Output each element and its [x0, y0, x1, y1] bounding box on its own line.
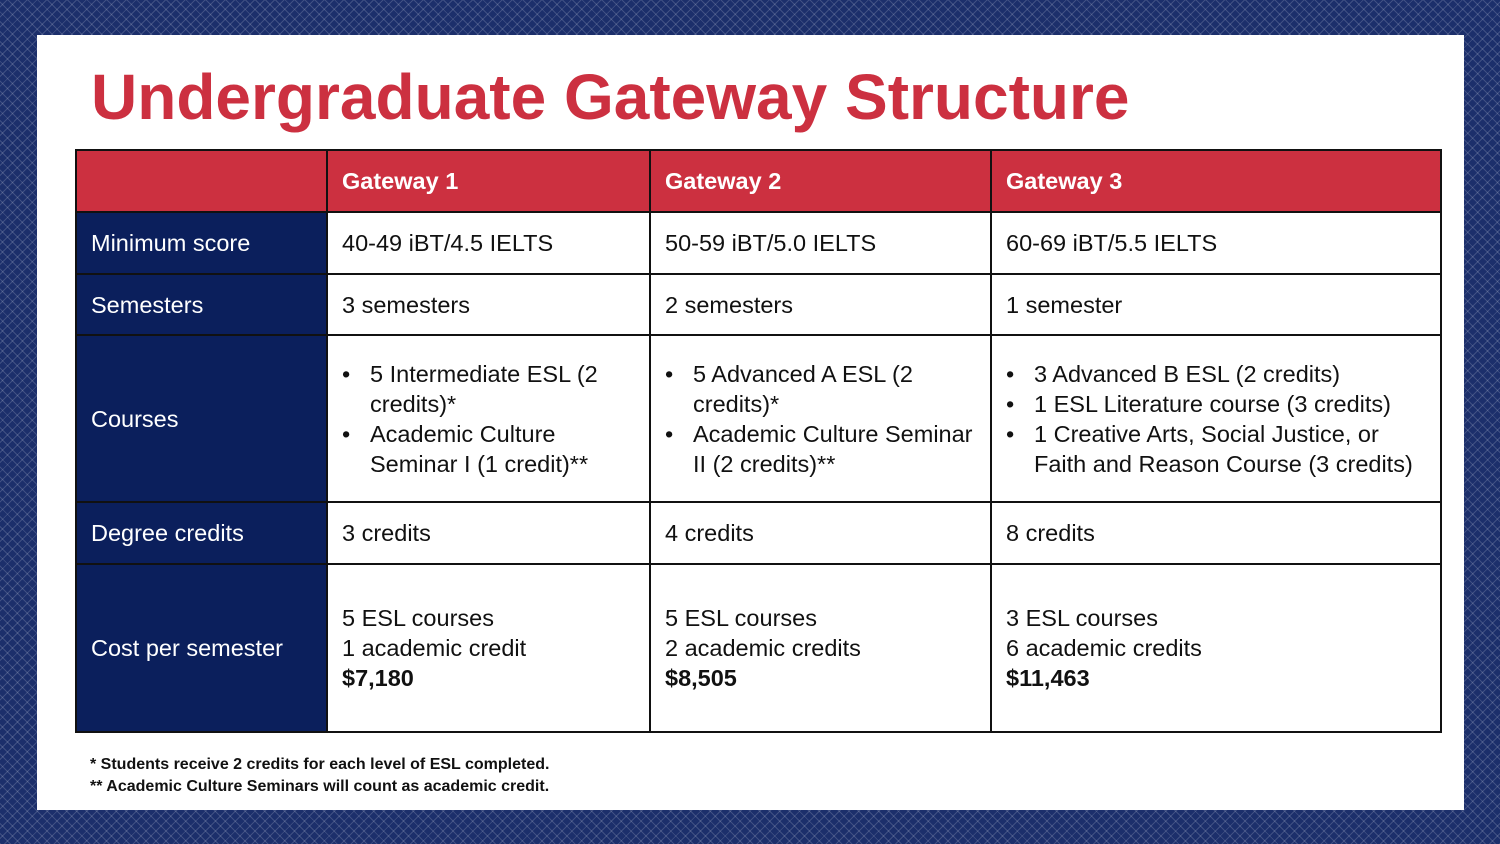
footnote-esl-credits: * Students receive 2 credits for each level of ESL completed. — [90, 756, 550, 773]
row-label-minimum-score: Minimum score — [76, 212, 327, 274]
course-list-gateway-2 — [665, 359, 976, 479]
cell-cost-gateway-3 — [991, 564, 1441, 732]
cell-cost-gateway-1 — [327, 564, 650, 732]
course-item: • 3 Advanced B ESL (2 credits) — [1006, 359, 1426, 389]
gateway-table — [75, 149, 1442, 733]
cell-courses-gateway-1 — [327, 335, 650, 502]
cost-esl-courses: 5 ESL courses — [665, 605, 817, 631]
footnote-seminar-credit: ** Academic Culture Seminars will count as academic credit. — [90, 778, 550, 795]
row-courses — [76, 335, 1441, 502]
cell-minimum-score-gateway-1: 40-49 iBT/4.5 IELTS — [327, 212, 650, 274]
cell-semesters-gateway-2: 2 semesters — [650, 274, 991, 335]
course-item: • Academic Culture Seminar I (1 credit)** — [342, 419, 635, 479]
cell-courses-gateway-3 — [991, 335, 1441, 502]
slide-title: Undergraduate Gateway Structure — [91, 61, 1130, 133]
header-row — [76, 150, 1441, 212]
cell-cost-gateway-2 — [650, 564, 991, 732]
row-label-semesters: Semesters — [76, 274, 327, 335]
cell-minimum-score-gateway-2: 50-59 iBT/5.0 IELTS — [650, 212, 991, 274]
cell-degree-credits-gateway-1: 3 credits — [327, 502, 650, 564]
cell-minimum-score-gateway-3: 60-69 iBT/5.5 IELTS — [991, 212, 1441, 274]
row-minimum-score — [76, 212, 1441, 274]
cell-degree-credits-gateway-2: 4 credits — [650, 502, 991, 564]
header-gateway-3: Gateway 3 — [991, 150, 1441, 212]
row-label-courses: Courses — [76, 335, 327, 502]
course-item: • Academic Culture Seminar II (2 credits)** — [665, 419, 976, 479]
cost-academic-credits: 2 academic credits — [665, 635, 861, 661]
course-list-gateway-1 — [342, 359, 635, 479]
course-item: • 5 Intermediate ESL (2 credits)* — [342, 359, 635, 419]
cost-total: $11,463 — [1006, 665, 1090, 691]
course-item: • 1 ESL Literature course (3 credits) — [1006, 389, 1426, 419]
header-gateway-2: Gateway 2 — [650, 150, 991, 212]
cell-courses-gateway-2 — [650, 335, 991, 502]
row-cost-per-semester — [76, 564, 1441, 732]
row-label-cost-per-semester: Cost per semester — [76, 564, 327, 732]
cost-total: $7,180 — [342, 665, 414, 691]
header-corner — [76, 150, 327, 212]
cell-degree-credits-gateway-3: 8 credits — [991, 502, 1441, 564]
row-semesters — [76, 274, 1441, 335]
cost-academic-credits: 1 academic credit — [342, 635, 527, 661]
course-list-gateway-3 — [1006, 359, 1426, 479]
cost-total: $8,505 — [665, 665, 737, 691]
header-gateway-1: Gateway 1 — [327, 150, 650, 212]
course-item: • 1 Creative Arts, Social Justice, or Faith and Reason Course (3 credits) — [1006, 419, 1426, 479]
course-item: • 5 Advanced A ESL (2 credits)* — [665, 359, 976, 419]
cost-academic-credits: 6 academic credits — [1006, 635, 1202, 661]
cell-semesters-gateway-3: 1 semester — [991, 274, 1441, 335]
cell-semesters-gateway-1: 3 semesters — [327, 274, 650, 335]
cost-esl-courses: 3 ESL courses — [1006, 605, 1158, 631]
row-label-degree-credits: Degree credits — [76, 502, 327, 564]
footnotes — [90, 754, 549, 798]
row-degree-credits — [76, 502, 1441, 564]
cost-esl-courses: 5 ESL courses — [342, 605, 494, 631]
slide — [37, 35, 1464, 810]
